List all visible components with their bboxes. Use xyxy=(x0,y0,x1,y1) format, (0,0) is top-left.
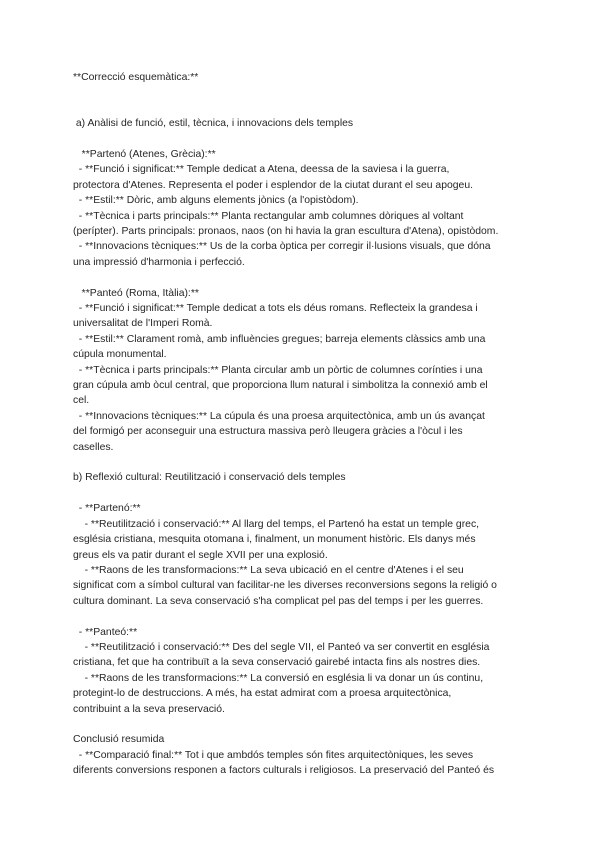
text-line: gran cúpula amb òcul central, que proporciona llum natural i simbolitza la connexió amb el xyxy=(73,380,488,392)
conclusion-title: Conclusió resumida xyxy=(73,734,165,746)
section-b-title: b) Reflexió cultural: Reutilització i conservació dels temples xyxy=(73,472,346,484)
text-line: protegint-lo de destruccions. A més, ha estat admirat com a proesa arquitectònica, xyxy=(73,688,452,700)
text-line: - **Estil:** Clarament romà, amb influències gregues; barreja elements clàssics amb una xyxy=(73,333,486,345)
conclusion-body xyxy=(73,748,533,779)
document-heading: **Correcció esquemàtica:** xyxy=(73,72,199,83)
text-line: - **Innovacions tècniques:** La cúpula és una proesa arquitectònica, amb un ús avançat xyxy=(73,410,485,422)
text-line: protectora d'Atenes. Representa el poder i esplendor de la ciutat durant el seu apogeu. xyxy=(73,179,473,191)
text-line: - **Raons de les transformacions:** La seva ubicació en el centre d'Atenes i el seu xyxy=(73,564,464,576)
text-line: universalitat de l'Imperi Romà. xyxy=(73,318,213,330)
section-a-panteo-title: **Panteó (Roma, Itàlia):** xyxy=(73,287,199,299)
spacer xyxy=(73,486,533,501)
spacer xyxy=(73,609,533,624)
text-line: - **Funció i significat:** Temple dedicat a Atena, deessa de la saviesa i la guerra, xyxy=(73,164,450,176)
section-b-partenon-title: - **Partenó:** xyxy=(73,503,141,515)
document-page xyxy=(73,70,533,779)
text-line: - **Tècnica i parts principals:** Planta rectangular amb columnes dòriques al voltant xyxy=(73,210,464,222)
text-line: contribuint a la seva preservació. xyxy=(73,703,225,715)
text-line: diferents conversions responen a factors culturals i religiosos. La preservació del Panteó és xyxy=(73,765,495,777)
spacer xyxy=(73,101,533,116)
text-line: significat com a símbol cultural van facilitar-ne les diverses reconversions segons la religió o xyxy=(73,580,497,592)
spacer xyxy=(73,455,533,470)
spacer xyxy=(73,270,533,285)
section-b-panteo-body xyxy=(73,640,533,717)
text-line: - **Comparació final:** Tot i que ambdós temples són fites arquitectòniques, les seves xyxy=(73,749,474,761)
spacer xyxy=(73,717,533,732)
text-line: cristiana, fet que ha contribuït a la seva conservació gairebé intacta fins als nostres dies. xyxy=(73,657,481,669)
text-line: cultura dominant. La seva conservació s'ha complicat pel pas del temps i per les guerres. xyxy=(73,595,484,607)
section-b-partenon-body xyxy=(73,517,533,609)
text-line: cúpula monumental. xyxy=(73,349,167,361)
text-line: del formigó per aconseguir una estructura massiva però lleugera gràcies a l'òcul i les xyxy=(73,426,463,438)
text-line: - **Raons de les transformacions:** La conversió en església li va donar un ús continu, xyxy=(73,672,484,684)
section-a-title: a) Anàlisi de funció, estil, tècnica, i innovacions dels temples xyxy=(73,118,354,130)
section-a-panteo-body xyxy=(73,301,533,455)
text-line: - **Reutilització i conservació:** Al llarg del temps, el Partenó ha estat un temple grec, xyxy=(73,518,480,530)
spacer xyxy=(73,132,533,147)
text-line: - **Innovacions tècniques:** Us de la corba òptica per corregir il·lusions visuals, que dóna xyxy=(73,241,491,253)
text-line: - **Tècnica i parts principals:** Planta circular amb un pòrtic de columnes corínties i una xyxy=(73,364,483,376)
text-line: caselles. xyxy=(73,441,114,453)
text-line: - **Reutilització i conservació:** Des del segle VII, el Panteó va ser convertit en església xyxy=(73,641,490,653)
spacer xyxy=(73,85,533,100)
text-line: cel. xyxy=(73,395,90,407)
section-a-partenon-title: **Partenó (Atenes, Grècia):** xyxy=(73,148,216,160)
section-a-partenon-body xyxy=(73,162,533,270)
text-line: una impressió d'harmonia i perfecció. xyxy=(73,256,245,268)
text-line: - **Funció i significat:** Temple dedicat a tots els déus romans. Reflecteix la grandesa i xyxy=(73,303,478,315)
text-line: (perípter). Parts principals: pronaos, naos (on hi havia la gran escultura d'Atena), opistòdom. xyxy=(73,226,499,238)
section-b-panteo-title: - **Panteó:** xyxy=(73,626,138,638)
text-line: - **Estil:** Dòric, amb alguns elements jònics (a l'opistòdom). xyxy=(73,195,359,207)
text-line: església cristiana, mesquita otomana i, finalment, un monument històric. Els danys més xyxy=(73,534,476,546)
text-line: greus els va patir durant el segle XVII per una explosió. xyxy=(73,549,328,561)
